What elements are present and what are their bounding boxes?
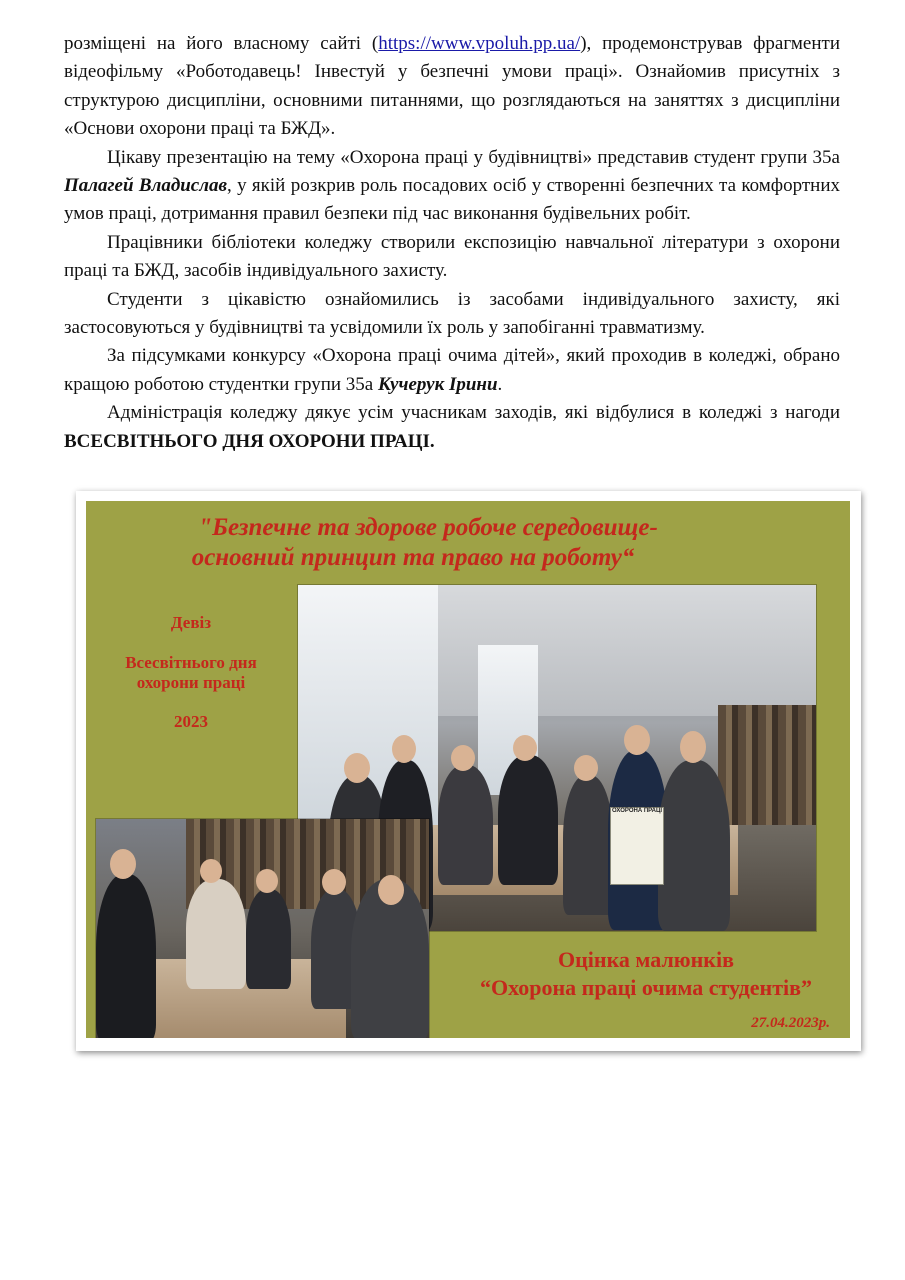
paragraph-2 <box>64 144 840 229</box>
motto-line: "Безпечне та здорове робоче середовище- <box>198 514 658 541</box>
photo-person <box>186 879 246 989</box>
safety-poster-title: ОХОРОНА ПРАЦІ <box>611 808 663 814</box>
photo-person-head <box>451 745 475 771</box>
photo-person-head <box>256 869 278 893</box>
photo-bookshelf <box>718 705 816 825</box>
photo-person-head <box>322 869 346 895</box>
photo-person-head <box>110 849 136 879</box>
poster-motto <box>86 513 810 573</box>
article-text <box>64 30 840 456</box>
photo-person <box>498 755 558 885</box>
student-name: Кучерук Ірини <box>377 373 498 395</box>
photo-person-head <box>378 875 404 905</box>
paragraph-text: . <box>497 373 503 395</box>
event-year: 2023 <box>174 712 208 731</box>
paragraph-text: , у якій розкрив роль посадових осіб у створенні безпечних та комфортних умов праці, дотримання правил безпеки під час виконання будівельних робіт. <box>64 175 840 225</box>
paragraph-5 <box>64 342 840 399</box>
photo-person-head <box>574 755 598 781</box>
paragraph-6 <box>64 399 840 456</box>
paragraph-text: Цікаву презентацію на тему «Охорона праці у будівництві» представив студент групи 35а <box>107 146 840 168</box>
event-label-line: охорони праці <box>136 673 246 692</box>
event-name: ВСЕСВІТНЬОГО ДНЯ ОХОРОНИ ПРАЦІ. <box>64 430 435 452</box>
photo-person-head <box>680 731 706 763</box>
photo-person <box>438 765 493 885</box>
poster-frame <box>76 491 861 1051</box>
paragraph-text: ), продемонстрував фрагменти відеофільму «Роботодавець! Інвестуй у безпечні умови праці». Ознайомив присутніх з структурою дисципліни, основними питаннями, що розглядаються на заняттях з дисципліни «Основи охорони праці та БЖД». <box>64 33 841 140</box>
paragraph-text: Адміністрація коледжу дякує усім учасникам заходів, які відбулися в коледжі з нагоди <box>107 402 840 424</box>
photo-person-head <box>344 753 370 783</box>
paragraph-text: розміщені на його власному сайті ( <box>64 33 379 54</box>
paragraph-1 <box>64 30 840 144</box>
student-name: Палагей Владислав <box>64 175 227 197</box>
poster-caption <box>436 946 850 1002</box>
photo-person-head <box>624 725 650 755</box>
paragraph-3: Працівники бібліотеки коледжу створили експозицію навчальної літератури з охорони праці та БЖД, засобів індивідуального захисту. <box>64 231 840 282</box>
paragraph-text: За підсумками конкурсу «Охорона праці очима дітей», який проходив в коледжі, обрано кращою роботою студентки групи 35а <box>64 345 840 395</box>
event-poster <box>86 501 850 1038</box>
motto-line: основний принцип та право на роботу“ <box>191 544 635 571</box>
photo-person-head <box>200 859 222 883</box>
event-label-line: Всесвітнього дня <box>125 653 257 672</box>
photo-person-head <box>513 735 537 761</box>
event-label <box>106 653 276 693</box>
paragraph-4: Студенти з цікавістю ознайомились із засобами індивідуального захисту, які застосовуються у будівництві та усвідомили їх роль у запобіганні травматизму. <box>64 288 840 339</box>
photo-person <box>563 775 613 915</box>
poster-date: 27.04.2023р. <box>751 1015 830 1031</box>
safety-poster <box>610 807 664 885</box>
photo-person <box>246 889 291 989</box>
event-photo-second <box>96 819 429 1038</box>
caption-line: Оцінка малюнків <box>558 947 734 972</box>
photo-person <box>658 760 730 931</box>
photo-person <box>96 874 156 1038</box>
caption-line: “Охорона праці очима студентів” <box>480 975 812 1000</box>
website-link[interactable]: https://www.vpoluh.pp.ua/ <box>378 33 581 54</box>
motto-label: Девіз <box>170 613 212 632</box>
photo-person-head <box>392 735 416 763</box>
